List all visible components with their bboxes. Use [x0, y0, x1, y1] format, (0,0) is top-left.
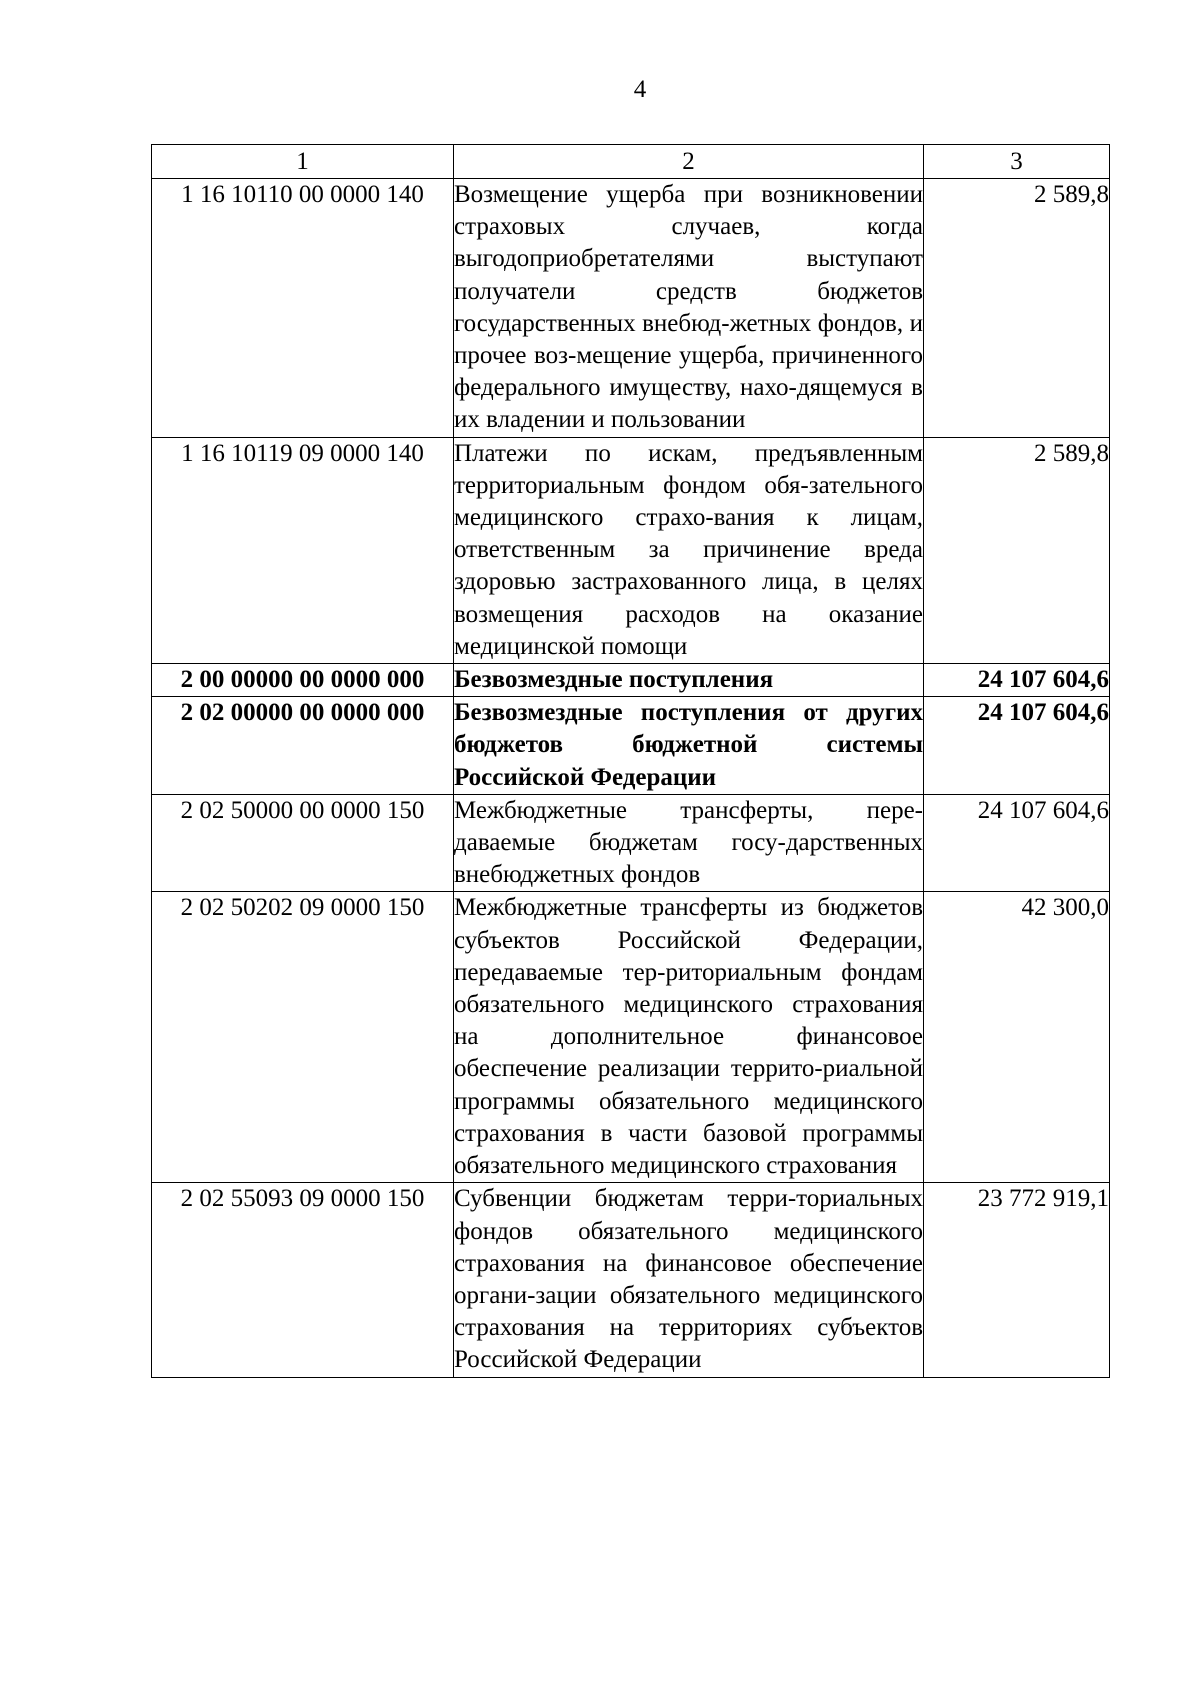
row-code: 1 16 10110 00 0000 140 — [152, 179, 454, 438]
header-col-2: 2 — [454, 145, 924, 179]
row-name: Возмещение ущерба при возникновении страховых случаев, когда выгодоприобретателями выступают получатели средств бюджетов государственных внебюд-жетных фондов, и прочее воз-мещение ущерба, причиненного федерального имуществу, нахо-дящемуся в их владении и пользовании — [454, 179, 924, 438]
row-name: Межбюджетные трансферты, пере-даваемые бюджетам госу-дарственных внебюджетных фондов — [454, 794, 924, 892]
budget-table — [151, 144, 1110, 1378]
row-code: 1 16 10119 09 0000 140 — [152, 437, 454, 663]
row-name: Платежи по искам, предъявленным территориальным фондом обя-зательного медицинского страхо-вания к лицам, ответственным за причинение вреда здоровью застрахованного лица, в целях возмещения расходов на оказание медицинской помощи — [454, 437, 924, 663]
table-row — [152, 794, 1110, 892]
table-row — [152, 437, 1110, 663]
table-row — [152, 1183, 1110, 1377]
row-amount: 24 107 604,6 — [924, 697, 1110, 795]
row-amount: 24 107 604,6 — [924, 664, 1110, 697]
row-amount: 42 300,0 — [924, 892, 1110, 1183]
row-name: Безвозмездные поступления от других бюджетов бюджетной системы Российской Федерации — [454, 697, 924, 795]
row-amount: 23 772 919,1 — [924, 1183, 1110, 1377]
table-row — [152, 892, 1110, 1183]
table-row — [152, 697, 1110, 795]
row-amount: 24 107 604,6 — [924, 794, 1110, 892]
row-code: 2 02 50000 00 0000 150 — [152, 794, 454, 892]
page-number: 4 — [633, 76, 647, 103]
table-header-row — [152, 145, 1110, 179]
row-name: Межбюджетные трансферты из бюджетов субъектов Российской Федерации, передаваемые тер-риториальным фондам обязательного медицинского страхования на дополнительное финансовое обеспечение реализации террито-риальной программы обязательного медицинского страхования в части базовой программы обязательного медицинского страхования — [454, 892, 924, 1183]
row-name: Субвенции бюджетам терри-ториальных фондов обязательного медицинского страхования на финансовое обеспечение органи-зации обязательного медицинского страхования на территориях субъектов Российской Федерации — [454, 1183, 924, 1377]
row-amount: 2 589,8 — [924, 437, 1110, 663]
row-amount: 2 589,8 — [924, 179, 1110, 438]
header-col-3: 3 — [924, 145, 1110, 179]
header-col-1: 1 — [152, 145, 454, 179]
table-row — [152, 664, 1110, 697]
row-code: 2 02 50202 09 0000 150 — [152, 892, 454, 1183]
row-name: Безвозмездные поступления — [454, 664, 924, 697]
row-code: 2 00 00000 00 0000 000 — [152, 664, 454, 697]
table-row — [152, 179, 1110, 438]
row-code: 2 02 55093 09 0000 150 — [152, 1183, 454, 1377]
row-code: 2 02 00000 00 0000 000 — [152, 697, 454, 795]
